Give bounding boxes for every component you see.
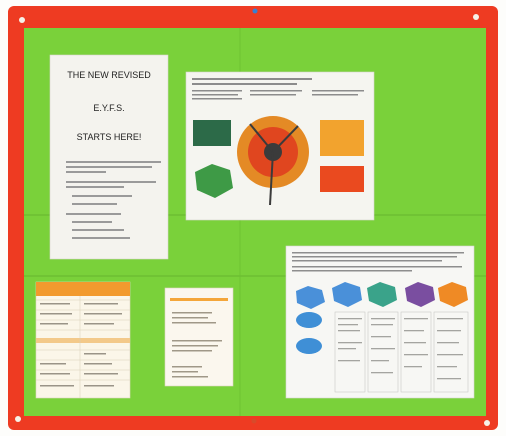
- poster-sheet: [50, 55, 168, 259]
- dark-green-panel: [193, 120, 231, 146]
- poster-title-line1: THE NEW REVISED: [67, 70, 151, 80]
- pin: [484, 420, 490, 426]
- orange-note: [320, 120, 364, 156]
- pin: [19, 17, 25, 23]
- orange-heading-bar: [170, 298, 228, 301]
- blue-oval: [296, 312, 322, 328]
- pin: [253, 9, 258, 14]
- pin: [252, 419, 257, 424]
- poster-title-line2: E.Y.F.S.: [93, 103, 125, 113]
- red-note: [320, 166, 364, 192]
- table-subheader-band: [36, 338, 130, 343]
- table-header-band: [36, 282, 130, 296]
- blue-oval: [296, 338, 322, 354]
- pin: [15, 416, 21, 422]
- poster-title-line3: STARTS HERE!: [76, 132, 142, 142]
- pin: [473, 14, 479, 20]
